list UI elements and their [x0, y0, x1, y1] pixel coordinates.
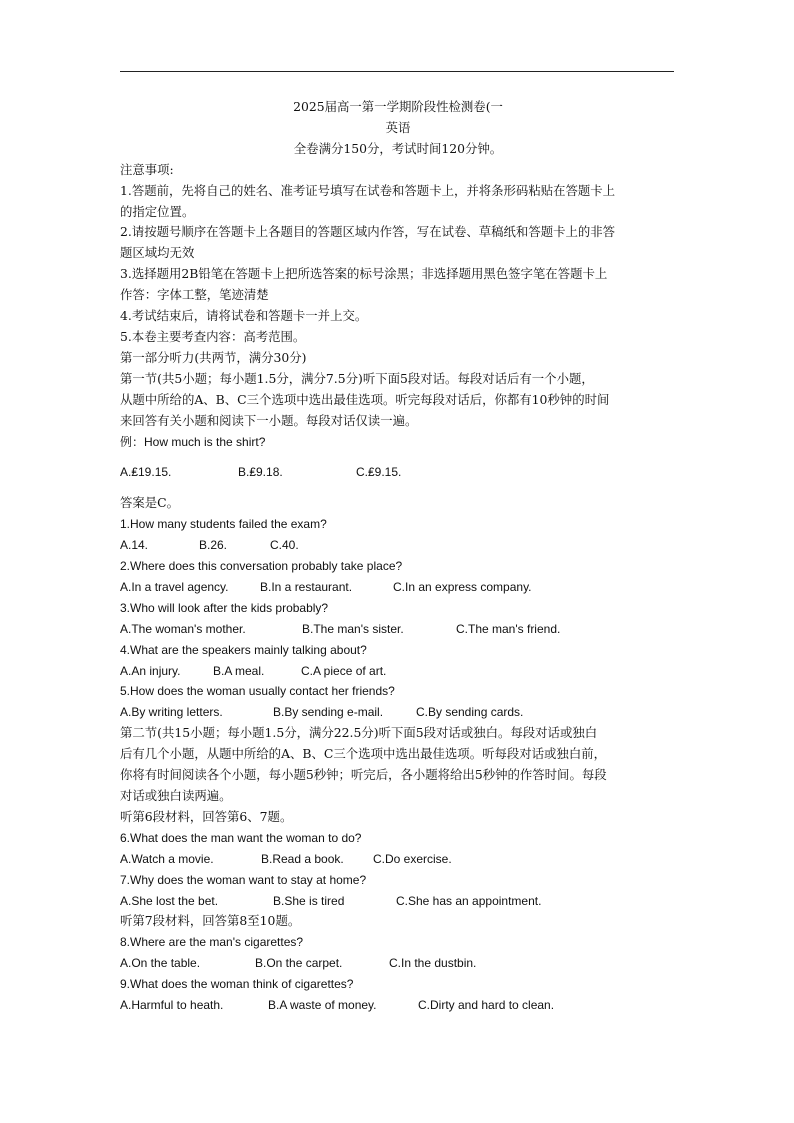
exam-subject: 英语: [385, 119, 411, 135]
notes-line: 的指定位置。: [120, 203, 195, 219]
option-a: A.In a travel agency.: [120, 579, 229, 594]
section1-instructions: 从题中所给的A、B、C三个选项中选出最佳选项。听完每段对话后，你都有10秒钟的时间: [120, 391, 610, 407]
option-a: A.Watch a movie.: [120, 851, 214, 866]
option-a: A.By writing letters.: [120, 705, 223, 720]
notes-line: 4.考试结束后，请将试卷和答题卡一并上交。: [120, 308, 368, 324]
notes-line: 1.答题前，先将自己的姓名、准考证号填写在试卷和答题卡上，并将条形码粘贴在答题卡上: [120, 182, 616, 198]
option-b: B.The man's sister.: [302, 621, 404, 636]
notes-line: 3.选择题用2B铅笔在答题卡上把所选答案的标号涂黑；非选择题用黑色签字笔在答题卡上: [120, 266, 608, 282]
material-7-heading: 听第7段材料，回答第8至10题。: [120, 913, 301, 929]
part1-heading: 第一部分听力(共两节，满分30分): [120, 349, 307, 365]
option-b: B.By sending e-mail.: [273, 705, 384, 720]
question-7: 7.Why does the woman want to stay at home?: [120, 872, 367, 887]
option-b: B.A waste of money.: [268, 998, 377, 1013]
notes-line: 作答：字体工整，笔迹清楚: [120, 287, 269, 303]
option-b: B.26.: [199, 538, 228, 553]
question-2: 2.Where does this conversation probably take place?: [120, 559, 403, 574]
option-a: A.On the table.: [120, 956, 201, 971]
exam-score-time: 全卷满分150分，考试时间120分钟。: [293, 140, 503, 156]
example-option-c: C.₤9.15.: [356, 465, 402, 480]
option-c: C.She has an appointment.: [396, 893, 542, 908]
option-c: C.40.: [270, 538, 299, 553]
option-b: B.In a restaurant.: [260, 579, 353, 594]
question-3: 3.Who will look after the kids probably?: [120, 600, 329, 615]
section1-instructions: 来回答有关小题和阅读下一小题。每段对话仅读一遍。: [120, 412, 418, 428]
example-answer: 答案是C。: [120, 495, 180, 511]
section2-instructions: 后有几个小题，从题中所给的A、B、C三个选项中选出最佳选项。听每段对话或独白前，: [120, 746, 606, 762]
section2-instructions: 第二节(共15小题；每小题1.5分，满分22.5分)听下面5段对话或独白。每段对话或独白: [120, 725, 598, 741]
option-b: B.She is tired: [273, 893, 345, 908]
exam-title: 2025届高一第一学期阶段性检测卷(一: [293, 99, 503, 114]
question-8: 8.Where are the man's cigarettes?: [120, 935, 304, 950]
option-a: A.14.: [120, 538, 149, 553]
option-c: C.A piece of art.: [301, 663, 387, 678]
section1-instructions: 第一节(共5小题；每小题1.5分，满分7.5分)听下面5段对话。每段对话后有一个小题，: [120, 370, 594, 386]
question-8-options: [120, 953, 676, 974]
option-b: B.Read a book.: [261, 851, 344, 866]
notes-line: 2.请按题号顺序在答题卡上各题目的答题区域内作答，写在试卷、草稿纸和答题卡上的非答: [120, 224, 616, 240]
option-c: C.Do exercise.: [373, 851, 452, 866]
question-5: 5.How does the woman usually contact her friends?: [120, 684, 395, 699]
option-c: C.By sending cards.: [416, 705, 524, 720]
notes-line: 5.本卷主要考查内容：高考范围。: [120, 328, 306, 344]
material-6-heading: 听第6段材料，回答第6、7题。: [120, 808, 293, 824]
option-a: A.She lost the bet.: [120, 893, 219, 908]
example-option-a: A.₤19.15.: [120, 465, 172, 480]
question-6-options: [120, 849, 676, 870]
option-a: A.Harmful to heath.: [120, 998, 224, 1013]
question-9-options: [120, 995, 676, 1016]
option-b: B.A meal.: [213, 663, 265, 678]
question-2-options: [120, 577, 676, 598]
notes-heading: 注意事项:: [120, 161, 174, 177]
question-6: 6.What does the man want the woman to do?: [120, 830, 362, 845]
question-4: 4.What are the speakers mainly talking about?: [120, 642, 367, 657]
question-9: 9.What does the woman think of cigarettes?: [120, 977, 354, 992]
notes-line: 题区域均无效: [120, 245, 195, 261]
section2-instructions: 对话或独白读两遍。: [120, 788, 232, 803]
example-option-b: B.₤9.18.: [238, 465, 283, 480]
example-question: 例：How much is the shirt?: [120, 434, 266, 449]
option-b: B.On the carpet.: [255, 956, 343, 971]
option-a: A.The woman's mother.: [120, 621, 246, 636]
option-a: A.An injury.: [120, 663, 181, 678]
exam-page: [120, 97, 676, 1016]
option-c: C.In the dustbin.: [389, 956, 477, 971]
question-7-options: [120, 891, 676, 912]
option-c: C.The man's friend.: [456, 621, 561, 636]
question-1-options: [120, 535, 676, 556]
question-5-options: [120, 702, 676, 723]
question-1: 1.How many students failed the exam?: [120, 517, 327, 532]
question-4-options: [120, 661, 676, 682]
header-rule: [120, 71, 674, 72]
option-c: C.In an express company.: [393, 579, 532, 594]
example-options: [120, 462, 676, 483]
option-c: C.Dirty and hard to clean.: [418, 998, 555, 1013]
section2-instructions: 你将有时间阅读各个小题，每小题5秒钟；听完后，各小题将给出5秒钟的作答时间。每段: [120, 767, 607, 783]
question-3-options: [120, 619, 676, 640]
